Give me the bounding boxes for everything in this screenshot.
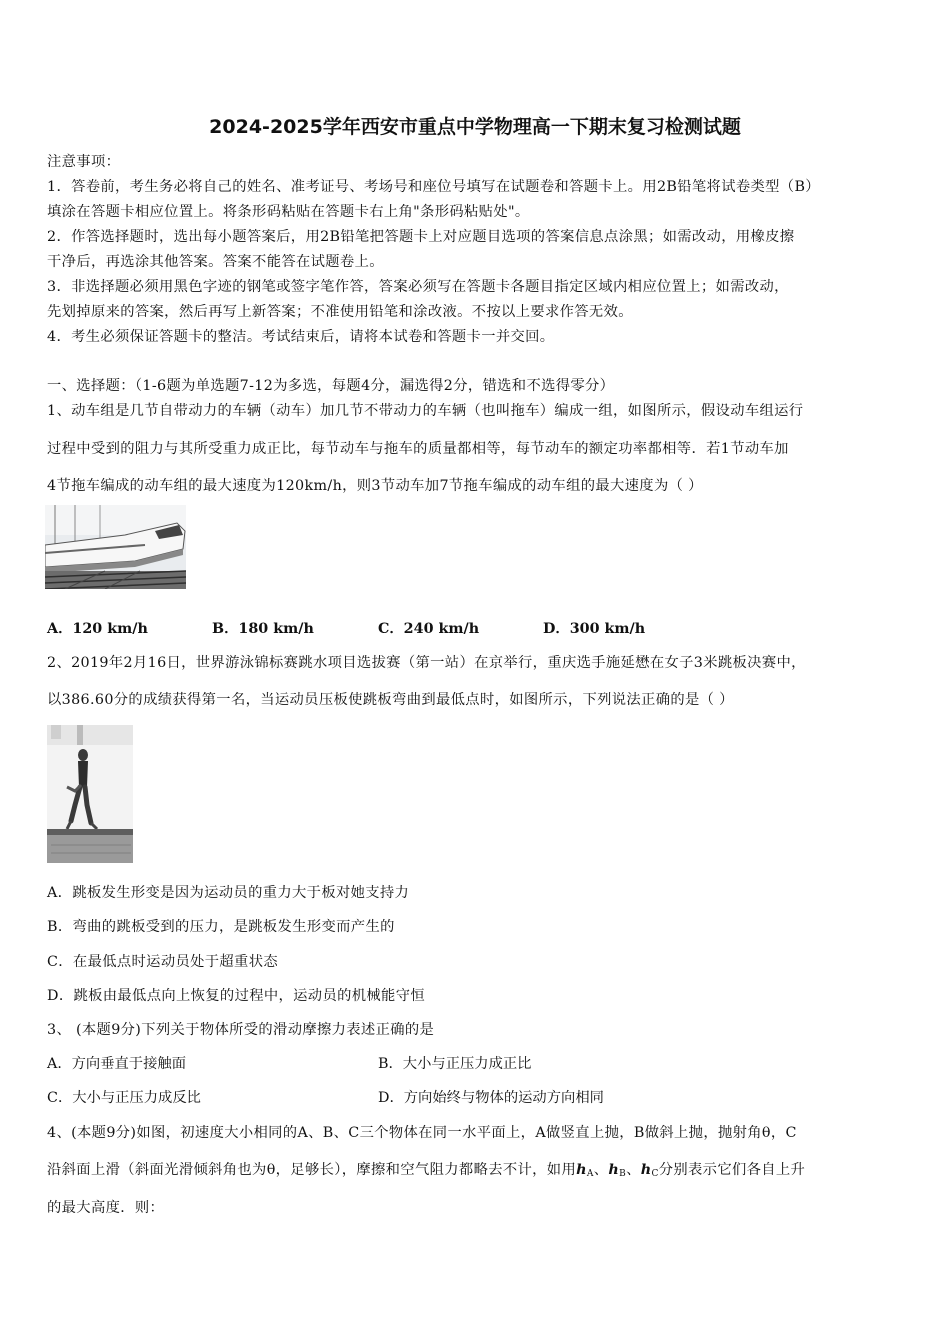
notice-line: 先划掉原来的答案，然后再写上新答案；不准使用铅笔和涂改液。不按以上要求作答无效。 (47, 304, 633, 320)
q2-option-d: D．跳板由最低点向上恢复的过程中，运动员的机械能守恒 (47, 988, 425, 1004)
q4-h-a: h (576, 1162, 587, 1178)
q4-stem-line: 的最大高度．则： (47, 1200, 165, 1216)
q4-text-post: 分别表示它们各自上升 (658, 1162, 806, 1178)
q4-text-pre: 沿斜面上滑（斜面光滑倾斜角也为θ，足够长），摩擦和空气阻力都略去不计，如用 (47, 1162, 577, 1178)
q4-stem-line: 4、(本题9分)如图，初速度大小相同的A、B、C三个物体在同一水平面上，A做竖直上抛，B做斜上抛，抛射角θ，C (47, 1125, 797, 1141)
notice-line: 3．非选择题必须用黑色字迹的钢笔或签字笔作答，答案必须写在答题卡各题目指定区域内相应位置上；如需改动， (47, 279, 789, 295)
q4-sub-b: B (619, 1169, 627, 1179)
q1-option-a: A．120 km/h (47, 621, 148, 637)
page-title: 2024-2025学年西安市重点中学物理高一下期末复习检测试题 (209, 116, 741, 138)
diver-photo (47, 725, 133, 863)
q2-option-b: B．弯曲的跳板受到的压力，是跳板发生形变而产生的 (47, 919, 395, 935)
q3-option-b: B．大小与正压力成正比 (378, 1056, 532, 1072)
q4-sep: 、 (593, 1162, 609, 1178)
q2-option-a: A．跳板发生形变是因为运动员的重力大于板对她支持力 (47, 885, 410, 901)
notice-line: 填涂在答题卡相应位置上。将条形码粘贴在答题卡右上角"条形码粘贴处"。 (47, 204, 530, 220)
q3-option-d: D．方向始终与物体的运动方向相同 (378, 1090, 604, 1106)
q1-option-d: D．300 km/h (543, 621, 646, 637)
q1-stem-line: 过程中受到的阻力与其所受重力成正比，每节动车与拖车的质量都相等，每节动车的额定功率都相等．若1节动车加 (47, 441, 789, 457)
notice-line: 1．答卷前，考生务必将自己的姓名、准考证号、考场号和座位号填写在试题卷和答题卡上。用2B铅笔将试卷类型（B） (47, 179, 820, 195)
q1-option-b: B．180 km/h (212, 621, 314, 637)
q1-stem-line: 4节拖车编成的动车组的最大速度为120km/h，则3节动车加7节拖车编成的动车组的最大速度为（ ） (47, 478, 703, 494)
notice-heading: 注意事项： (47, 154, 121, 170)
q1-stem-line: 1、动车组是几节自带动力的车辆（动车）加几节不带动力的车辆（也叫拖车）编成一组，如图所示，假设动车组运行 (47, 403, 804, 419)
q1-option-c: C．240 km/h (378, 621, 480, 637)
train-photo (45, 505, 186, 589)
section-heading: 一、选择题：（1-6题为单选题7-12为多选，每题4分，漏选得2分，错选和不选得零分） (47, 378, 615, 394)
q4-sub-a: A (586, 1169, 594, 1179)
q4-stem-line (47, 1160, 805, 1184)
q2-option-c: C．在最低点时运动员处于超重状态 (47, 954, 278, 970)
notice-line: 2．作答选择题时，选出每小题答案后，用2B铅笔把答题卡上对应题目选项的答案信息点涂黑；如需改动，用橡皮擦 (47, 229, 795, 245)
q4-h-b: h (608, 1162, 620, 1178)
notice-line: 4．考生必须保证答题卡的整洁。考试结束后，请将本试卷和答题卡一并交回。 (47, 329, 555, 345)
q3-option-c: C．大小与正压力成反比 (47, 1090, 201, 1106)
q2-stem-line: 2、2019年2月16日，世界游泳锦标赛跳水项目选拔赛（第一站）在京举行，重庆选手施延懋在女子3米跳板决赛中， (47, 655, 806, 671)
notice-line: 干净后，再选涂其他答案。答案不能答在试题卷上。 (47, 254, 384, 270)
q4-h-c: h (640, 1162, 652, 1178)
q3-option-a: A．方向垂直于接触面 (47, 1056, 186, 1072)
q2-stem-line: 以386.60分的成绩获得第一名，当运动员压板使跳板弯曲到最低点时，如图所示，下列说法正确的是（ ） (47, 692, 734, 708)
q4-sep: 、 (626, 1162, 641, 1178)
q3-stem: 3、 (本题9分)下列关于物体所受的滑动摩擦力表述正确的是 (47, 1022, 435, 1038)
q4-sub-c: C (651, 1169, 659, 1179)
